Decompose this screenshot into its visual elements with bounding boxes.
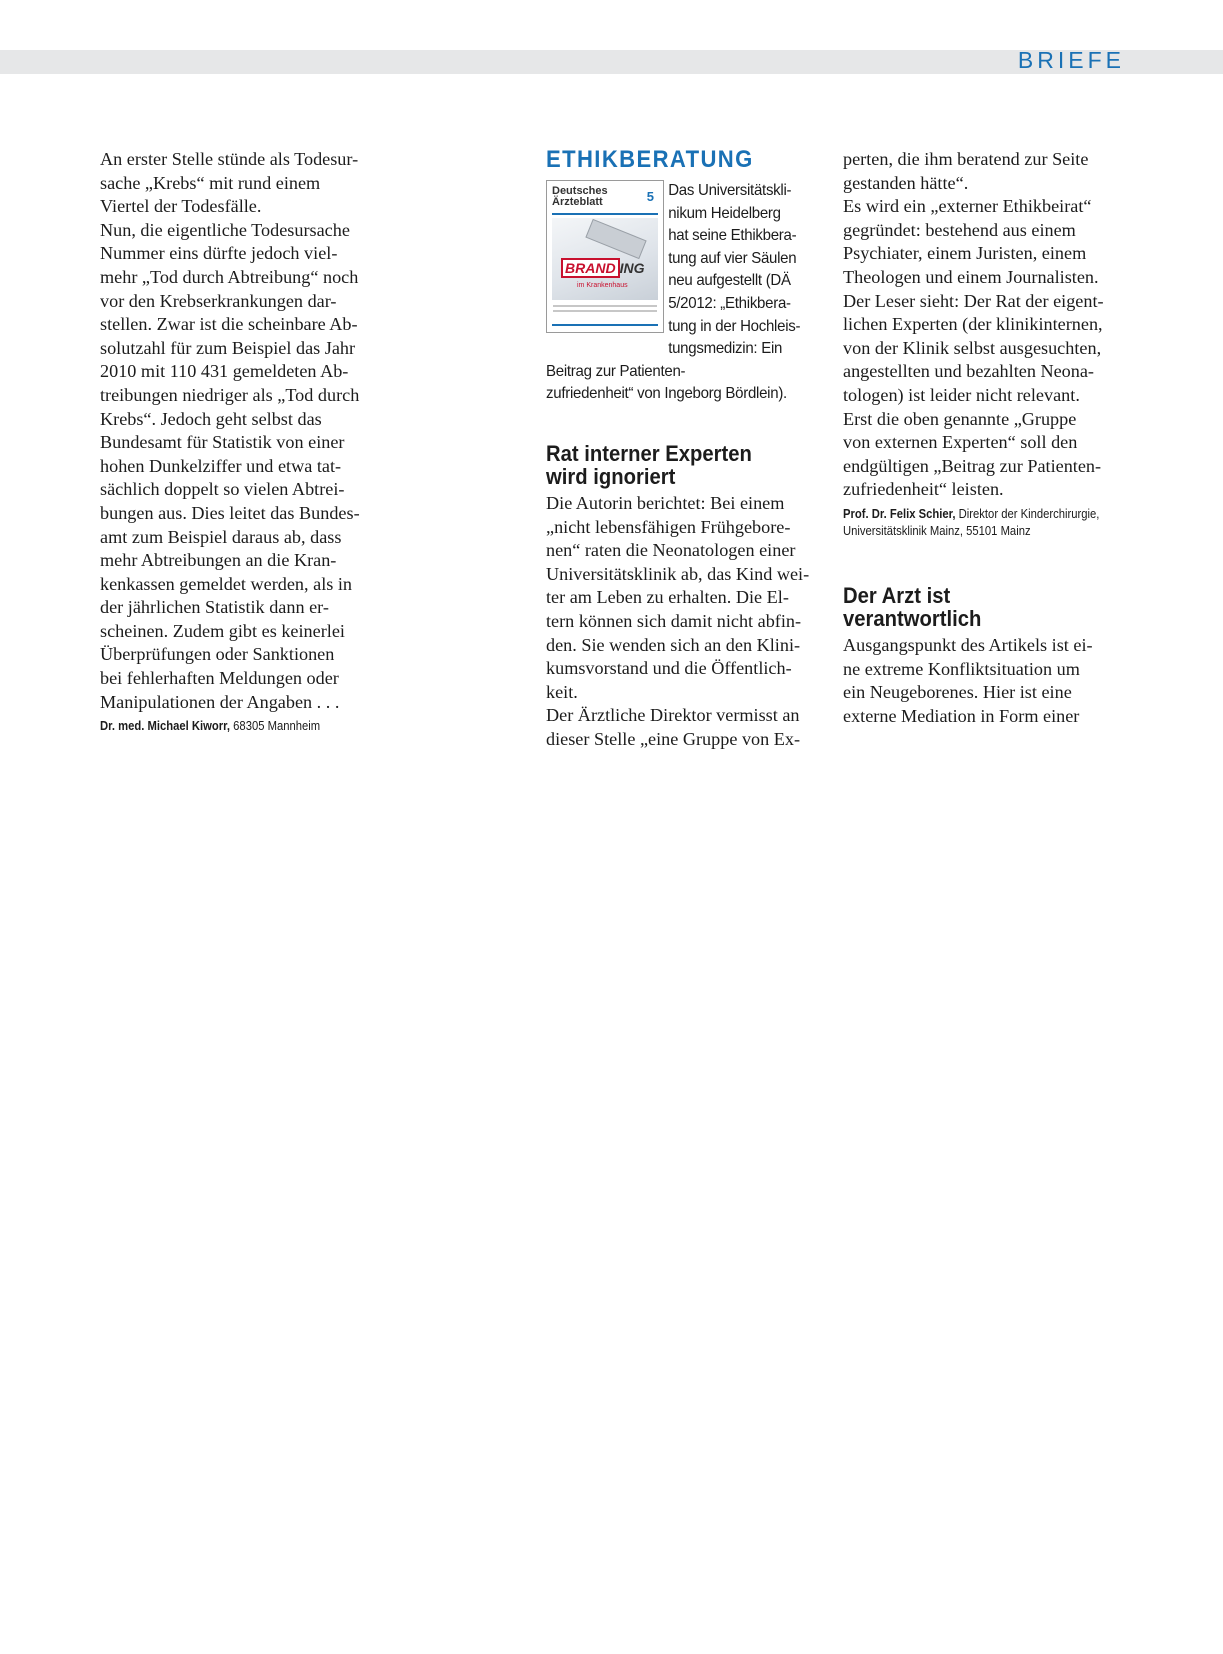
- letter-column-1: [100, 148, 375, 735]
- letter-paragraph: Ausgangspunkt des Artikels ist ei- ne extreme Konfliktsituation um ein Neugeborenes. Hier ist eine externe Mediation in Form einer: [843, 634, 1093, 726]
- signature-place: 68305 Mannheim: [230, 719, 321, 734]
- lead-wrapper: [546, 180, 824, 406]
- cover-subtitle: im Krankenhaus: [577, 282, 628, 289]
- letter-signature: [100, 718, 348, 735]
- letter-headline: Der Arzt ist verantwortlich: [843, 582, 982, 631]
- cover-issue-number: 5: [646, 189, 654, 204]
- letter-column-2: [546, 148, 824, 751]
- signature-name: Prof. Dr. Felix Schier,: [843, 506, 956, 521]
- cover-headline-dark: ING: [619, 260, 645, 276]
- letter-signature: [843, 506, 1100, 540]
- letter-paragraph: Der Ärztliche Direktor vermisst an dieser Stelle „eine Gruppe von Ex-: [546, 705, 801, 749]
- rubric-title: ETHIKBERATUNG: [546, 146, 754, 173]
- cover-title: Deutsches Ärzteblatt: [552, 185, 608, 208]
- cover-headline-red: BRAND: [561, 258, 620, 278]
- signature-affiliation: Universitätsklinik Mainz, 55101 Mainz: [843, 523, 1031, 538]
- signature-role: Direktor der Kinderchirurgie,: [955, 506, 1100, 521]
- letter-column-3: [843, 148, 1121, 728]
- letter-headline: Rat interner Experten wird ignoriert: [546, 440, 752, 489]
- letter-paragraph: Die Autorin berichtet: Bei einem „nicht lebensfähigen Frühgebore- nen“ raten die Neonatologen einer Universitätsklinik ab, das Kind wei- ter am Leben zu erhalten. Die El- tern können sich damit nicht abfin- den. Sie wenden sich an den Klini- kumsvorstand und die Öffentlich- keit.: [546, 492, 810, 702]
- letter-paragraph: perten, die ihm beratend zur Seite gestanden hätte“.: [843, 149, 1089, 193]
- letter-paragraph: An erster Stelle stünde als Todesur- sache „Krebs“ mit rund einem Viertel der Todesfälle.: [100, 149, 359, 217]
- lead-text: Das Universitätskli- nikum Heidelberg hat seine Ethikbera- tung auf vier Säulen neu aufgestellt (DÄ 5/2012: „Ethikbera- tung in der Hochleis- tungsmedizin: Ein Beitrag zur Patienten- zufriedenheit“ von Ingeborg Bördlein).: [546, 182, 801, 403]
- section-label: BRIEFE: [1017, 47, 1125, 73]
- letter-paragraph: Es wird ein „externer Ethikbeirat“ gegründet: bestehend aus einem Psychiater, einem Juristen, einem Theologen und einem Journalisten.: [843, 196, 1099, 287]
- signature-name: Dr. med. Michael Kiworr,: [100, 719, 231, 734]
- letter-paragraph: Nun, die eigentliche Todesursache Nummer eins dürfte jedoch viel- mehr „Tod durch Abtreibung“ noch vor den Krebserkrankungen dar- stellen. Zwar ist die scheinbare Ab- solutzahl für zum Beispiel das Jahr 2010 mit 110 431 gemeldeten Ab- treibungen niedriger als „Tod durch Krebs“. Jedoch geht selbst das Bundesamt für Statistik von einer hohen Dunkelziffer und etwa tat- sächlich doppelt so vielen Abtrei- bungen aus. Dies leitet das Bundes- amt zum Beispiel daraus ab, dass mehr Abtreibungen an die Kran- kenkassen gemeldet werden, als in der jährlichen Statistik dann er- scheinen. Zudem gibt es keinerlei Überprüfungen oder Sanktionen bei fehlerhaften Meldungen oder Manipulationen der Angaben . . .: [100, 219, 360, 712]
- letter-paragraph: Der Leser sieht: Der Rat der eigent- lichen Experten (der klinikinternen, von der Klinik selbst ausgesuchten, angestellten und bezahlten Neona- tologen) ist leider nicht relevant. Erst die oben genannte „Gruppe von externen Experten“ soll den endgültigen „Beitrag zur Patienten- zufriedenheit“ leisten.: [843, 290, 1104, 500]
